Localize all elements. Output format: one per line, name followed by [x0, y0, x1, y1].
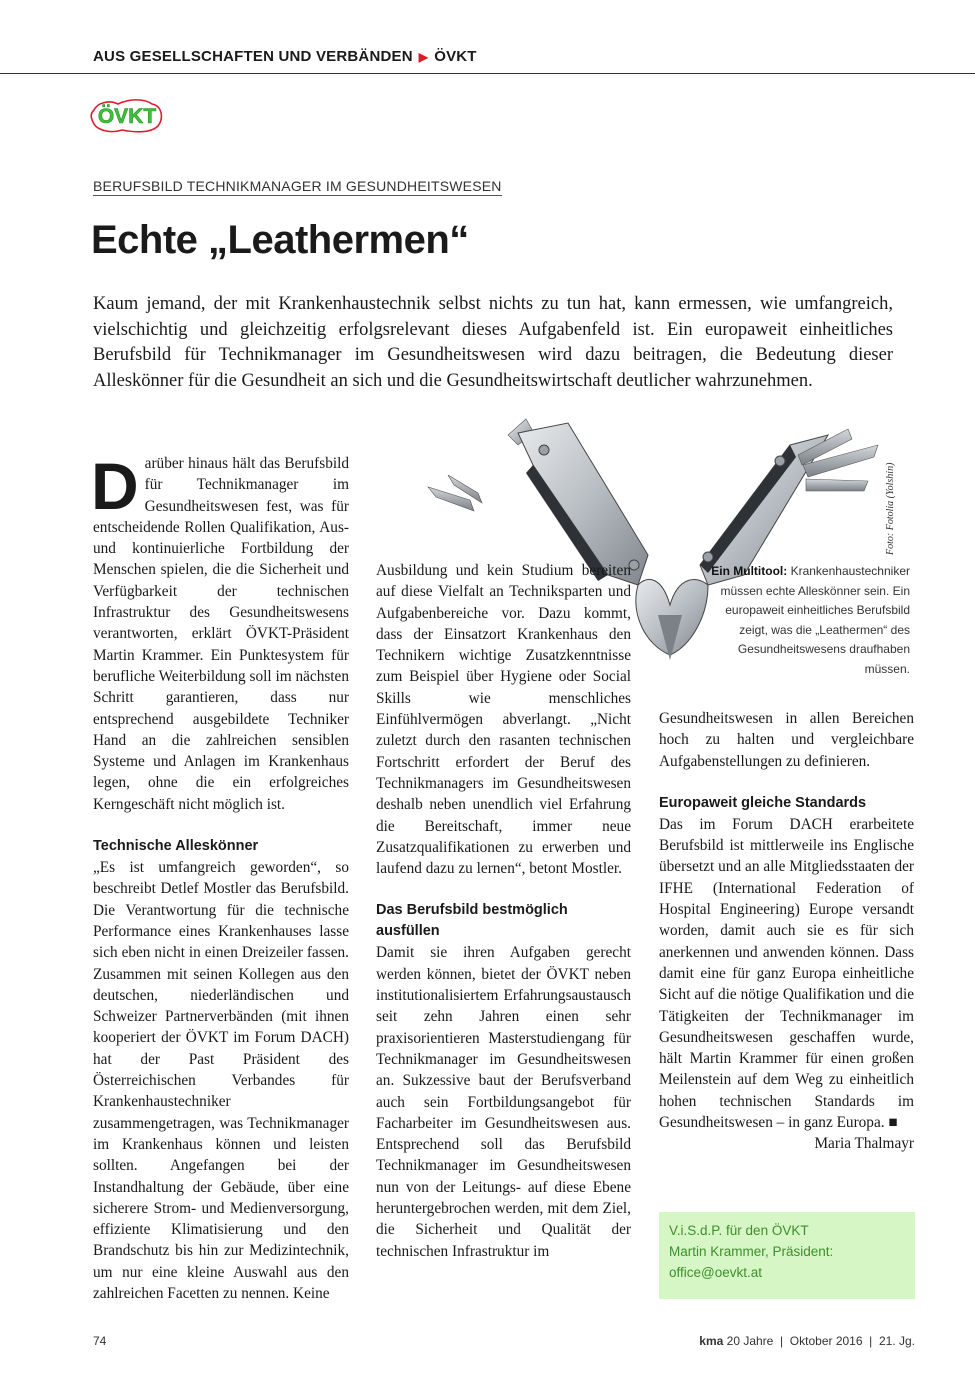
- paragraph: „Es ist umfangreich geworden“, so beschreibt Detlef Mostler das Berufsbild. Die Verantwortung für die technische Performance eines Krankenhauses lasse sich eben nicht in einen Dreizeiler fassen. Zusammen mit seinen Kollegen aus den deutschen, niederländischen und Schweizer Partnerverbänden (mit ihnen kooperiert der ÖVKT im Forum DACH) hat der Past Präsident des Österreichischen Verbandes für Krankenhaustechniker zusammengetragen, was Technikmanager im Krankenhaus können und leisten sollten. Angefangen bei der Instandhaltung der Gebäude, über eine sicherere Strom- und Medienversorgung, effiziente Klimatisierung und den Brandschutz bis hin zur Medizintechnik, um nur eine kleine Auswahl aus den zahlreichen Facetten zu nennen. Keine: [93, 859, 349, 1302]
- paragraph: Damit sie ihren Aufgaben gerecht werden können, bietet der ÖVKT neben institutionalisiertem Erfahrungsaustausch seit zehn Jahren einen sehr praxisorientieren Masterstudiengang für Technikmanager im Gesundheitswesen an. Sukzessive baut der Berufsverband auch sein Fortbildungsangebot für Facharbeiter im Gesundheitswesen aus. Entsprechend soll das Berufsbild Technikmanager im Gesundheitswesen nun von der Leitungs- auf diese Ebene heruntergebrochen werden, mit dem Ziel, die Sicherheit und Qualität der technischen Infrastruktur im: [376, 944, 631, 1260]
- paragraph: Gesundheitswesen in allen Bereichen hoch zu halten und vergleichbare Aufgabenstellungen zu definieren.: [659, 710, 914, 770]
- column-3: [659, 708, 914, 1155]
- subsection-label: ÖVKT: [434, 48, 477, 65]
- paragraph-text: arüber hinaus hält das Berufsbild für Technikmanager im Gesundheitswesen fest, was für entscheidende Rollen Qualifikation, Aus- und kontinuierliche Fortbildung der Menschen spielen, die die Sicherheit und Verfügbarkeit der technischen Infrastruktur des Gesundheitswesens verantworten, erklärt ÖVKT-Präsident Martin Krammer. Ein Punktesystem für berufliche Weiterbildung soll im nächsten Schritt garantieren, dass nur entsprechend ausgebildete Techniker Hand an die zahlreichen sensiblen Systeme und Anlagen im Krankenhaus legen, ohne die ein erfolgreiches Kerngeschäft nicht möglich ist.: [93, 455, 349, 813]
- dropcap: D: [91, 449, 139, 523]
- photo-credit: Foto: Fotolia (Yolshin): [885, 462, 896, 555]
- end-mark: ■: [888, 1114, 898, 1132]
- column-2: [376, 560, 631, 1262]
- email-link[interactable]: office@oevkt.at: [669, 1265, 763, 1280]
- magazine-brand: kma: [699, 1334, 724, 1348]
- logo-text: ÖVKT: [97, 105, 157, 128]
- paragraph: [659, 814, 914, 1133]
- subheading: Das Berufsbild bestmöglich ausfüllen: [376, 902, 568, 940]
- page-number: 74: [93, 1334, 107, 1348]
- paragraph-text: Das im Forum DACH erarbeitete Berufsbild ist mittlerweile ins Englische übersetzt und an alle Mitgliedsstaaten der IFHE (International Federation of Hospital Engineering) Europe versandt worden, damit auch sie es für sich anerkennen und anwenden können. Dass damit eine für ganz Europa einheitliche Sicht auf die nötige Qualifikation und die Tätigkeiten der Technikmanager im Gesundheitswesen geschaffen wurde, hält Martin Krammer für einen großen Meilenstein auf dem Weg zu einheitlich hohen technischen Standards im Gesundheitswesen – in ganz Europa.: [659, 815, 914, 1132]
- article-kicker: BERUFSBILD TECHNIKMANAGER IM GESUNDHEITSWESEN: [93, 178, 502, 194]
- article-headline: Echte „Leathermen“: [91, 218, 469, 262]
- article-lead: Kaum jemand, der mit Krankenhaustechnik selbst nichts zu tun hat, kann ermessen, wie umfangreich, vielschichtig und gleichzeitig erfolgsrelevant dieses Aufgabenfeld ist. Ein europaweit einheitliches Berufsbild für Technikmanager im Gesundheitswesen wird dazu beitragen, die Bedeutung dieser Alleskönner für die Gesundheit an sich und die Gesundheitswirtschaft deutlicher wahrzunehmen.: [93, 294, 893, 391]
- info-line: V.i.S.d.P. für den ÖVKT: [669, 1223, 809, 1238]
- author-signature: Maria Thalmayr: [814, 1135, 914, 1153]
- header-rule: [0, 73, 975, 74]
- oevkt-logo: [88, 96, 166, 136]
- info-line: Martin Krammer, Präsident:: [669, 1244, 834, 1259]
- triangle-right-icon: ▶: [418, 50, 429, 64]
- subheading: Europaweit gleiche Standards: [659, 794, 867, 811]
- caption-text: Krankenhaustechniker müssen echte Alleskönner sein. Ein europaweit einheitliches Berufsbild zeigt, was die „Leathermen“ des Gesundheitswesens draufhaben müssen.: [720, 564, 910, 676]
- paragraph: [91, 449, 349, 815]
- column-1: [91, 449, 349, 1304]
- subheading: Technische Alleskönner: [93, 838, 259, 855]
- section-label: AUS GESELLSCHAFTEN UND VERBÄNDEN: [93, 48, 413, 65]
- issue-info: 20 Jahre | Oktober 2016 | 21. Jg.: [723, 1334, 915, 1348]
- section-header: [93, 48, 477, 65]
- paragraph: Ausbildung und kein Studium bereiten auf diese Vielfalt an Techniksparten und Aufgabenbereiche vor. Dazu kommt, dass der Einsatzort Krankenhaus den Technikern wichtige Zusatzkenntnisse zum Beispiel über Hygiene oder Social Skills wie menschliches Einfühlvermögen abverlangt. „Nicht zuletzt durch den rasanten technischen Fortschritt erfordert der Beruf des Technikmanagers im Gesundheitswesen deshalb neben unendlich viel Erfahrung die Bereitschaft, immer neue Zusatzqualifikationen zu erwerben und laufend dazu zu lernen“, betont Mostler.: [376, 562, 631, 878]
- figure-caption: [700, 562, 910, 679]
- footer-issue: [699, 1334, 915, 1348]
- caption-title: Ein Multitool:: [711, 564, 788, 578]
- info-box: [659, 1212, 915, 1299]
